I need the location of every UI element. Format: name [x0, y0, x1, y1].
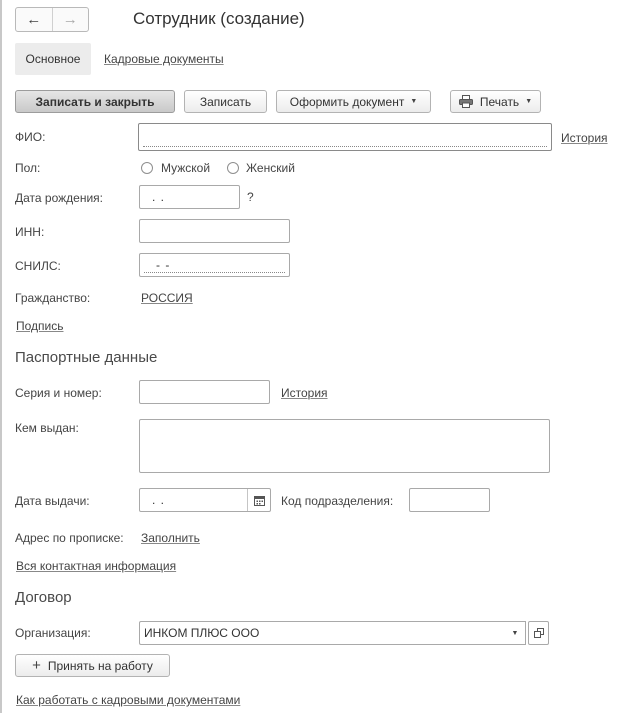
hire-button[interactable] — [15, 654, 170, 677]
issued-by-textarea[interactable] — [139, 419, 550, 473]
inn-input[interactable] — [139, 219, 290, 243]
signature-link[interactable]: Подпись — [16, 319, 64, 333]
gender-male-label[interactable]: Мужской — [161, 161, 211, 175]
gender-female-radio[interactable] — [227, 162, 239, 174]
address-fill-link[interactable]: Заполнить — [141, 531, 200, 545]
save-button[interactable] — [184, 90, 267, 113]
hire-label: Принять на работу — [47, 658, 153, 673]
issue-date-input[interactable] — [139, 488, 271, 512]
make-document-button[interactable] — [276, 90, 431, 113]
organization-label: Организация: — [15, 626, 91, 640]
arrow-right-icon: → — [62, 11, 78, 28]
passport-section-title: Паспортные данные — [15, 349, 158, 366]
back-button[interactable] — [16, 8, 52, 31]
gender-label: Пол: — [15, 161, 41, 175]
inn-label: ИНН: — [15, 225, 45, 239]
organization-input[interactable] — [139, 621, 506, 645]
citizenship-label: Гражданство: — [15, 291, 91, 305]
fio-input[interactable] — [138, 123, 552, 151]
birth-date-help[interactable]: ? — [247, 190, 254, 204]
print-button[interactable] — [450, 90, 541, 113]
snils-underline — [144, 272, 285, 273]
snils-label: СНИЛС: — [15, 259, 61, 273]
chevron-down-icon: ▼ — [525, 98, 533, 105]
print-label: Печать — [479, 94, 520, 109]
all-contacts-link[interactable]: Вся контактная информация — [16, 559, 177, 573]
hr-help-link[interactable]: Как работать с кадровыми документами — [16, 693, 241, 707]
chevron-down-icon: ▼ — [410, 98, 418, 105]
save-and-close-label: Записать и закрыть — [35, 94, 155, 109]
chevron-down-icon: ▼ — [511, 629, 519, 637]
window-left-border — [0, 0, 2, 713]
birth-date-input[interactable] — [139, 185, 240, 209]
birth-date-mask: . . — [152, 190, 166, 204]
dept-code-label: Код подразделения: — [281, 494, 394, 508]
nav-group — [15, 7, 89, 32]
fio-underline — [143, 146, 547, 147]
birth-date-label: Дата рождения: — [15, 191, 103, 205]
open-window-icon — [534, 628, 544, 638]
make-document-label: Оформить документ — [289, 94, 405, 109]
forward-button[interactable] — [52, 8, 89, 31]
tab-main[interactable]: Основное — [15, 43, 91, 75]
printer-icon — [459, 95, 473, 108]
save-label: Записать — [199, 94, 252, 109]
issue-date-mask: . . — [152, 493, 166, 507]
passport-series-input[interactable] — [139, 380, 270, 404]
tab-hr-documents[interactable]: Кадровые документы — [104, 52, 224, 66]
issued-by-label: Кем выдан: — [15, 421, 79, 435]
snils-input[interactable] — [139, 253, 290, 277]
citizenship-link[interactable]: РОССИЯ — [141, 291, 193, 305]
passport-series-label: Серия и номер: — [15, 386, 102, 400]
passport-history-link[interactable]: История — [281, 386, 328, 400]
snils-mask: - - — [156, 258, 171, 272]
organization-open-button[interactable] — [528, 621, 549, 645]
gender-female-label[interactable]: Женский — [246, 161, 295, 175]
organization-dropdown-button[interactable] — [505, 621, 526, 645]
dept-code-input[interactable] — [409, 488, 490, 512]
fio-history-link[interactable]: История — [561, 131, 608, 145]
organization-value: ИНКОМ ПЛЮС ООО — [144, 626, 260, 640]
address-label: Адрес по прописке: — [15, 531, 124, 545]
save-and-close-button[interactable] — [15, 90, 175, 113]
contract-section-title: Договор — [15, 589, 72, 606]
arrow-left-icon: ← — [26, 11, 42, 28]
fio-label: ФИО: — [15, 130, 46, 144]
issue-date-label: Дата выдачи: — [15, 494, 90, 508]
plus-icon: + — [32, 657, 41, 674]
page-title: Сотрудник (создание) — [133, 9, 305, 28]
gender-male-radio[interactable] — [141, 162, 153, 174]
calendar-button[interactable] — [247, 489, 270, 511]
calendar-icon — [254, 495, 265, 506]
